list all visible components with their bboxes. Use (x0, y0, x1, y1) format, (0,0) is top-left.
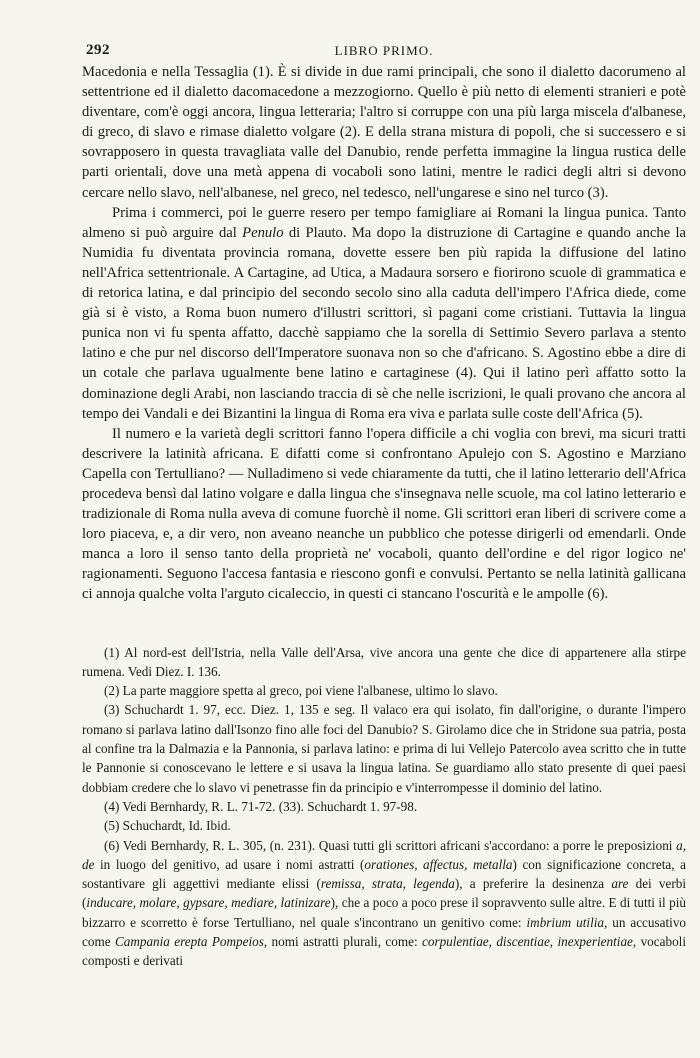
body-text (82, 62, 686, 605)
page-number: 292 (86, 42, 110, 58)
paragraph: Il numero e la varietà degli scrittori fanno l'opera difficile a chi voglia con brevi, ma sicuri tratti descrivere la latinità africana. E difatti come si confrontano Apulejo con S. Agostino e Marziano Capella con Tertulliano? — Nulladimeno si vede chiaramente da tutti, che il latino letterario dell'Africa procedeva bensì dal latino volgare e dalla lingua che s'insegnava nelle scuole, ma col latino letterario e tradizionale di Roma nulla aveva di comune fuorchè il nome. Gli scrittori eran liberi di scrivere come a loro piaceva, e, a dir vero, non aveano neanche un pubblico che potesse dirigerli od emendarli. Onde manca a loro il senso tanto della proprietà ne' vocaboli, quanto dell'ordine e del rigor logico ne' ragionamenti. Seguono l'accesa fantasia e riescono gonfi e convulsi. Pertanto se nella latinità gallicana ci annoja qualche volta l'arguto cicaleccio, in questi ci stancano l'oscurità e le ampolle (6). (82, 425, 686, 603)
footnote: (2) La parte maggiore spetta al greco, poi viene l'albanese, ultimo lo slavo. (104, 683, 498, 699)
running-head: LIBRO PRIMO. (334, 43, 434, 58)
footnote: (4) Vedi Bernhardy, R. L. 71-72. (33). Schuchardt 1. 97-98. (104, 798, 418, 814)
footnote: (3) Schuchardt 1. 97, ecc. Diez. 1, 135 e seg. Il valaco era qui isolato, fin dall'origine, o durante l'impero romano si parlava latino dall'Isonzo fino alle foci del Danubio? S. Girolamo dice che in Stridone sua patria, posta al confine tra la Dalmazia e la Pannonia, si parlava latino: e prima di lui Vellejo Patercolo avea scritto che in tutte le Pannonie si conoscevano le lettere e si usava la lingua latina. Se guardiamo allo stato presente di quei paesi dobbiam credere che lo slavo vi penetrasse fin da principio e v'interrompesse il dominio del latino. (82, 702, 686, 795)
footnotes (82, 643, 686, 971)
page-header (82, 40, 686, 62)
paragraph: Macedonia e nella Tessaglia (1). È si divide in due rami principali, che sono il dialetto dacorumeno al settentrione ed il dialetto dacomacedone a mezzogiorno. Quello è più netto di elementi stranieri e potè diventare, com'è oggi ancora, lingua letteraria; l'altro si corruppe con una più larga miscela d'albanese, di greco, di slavo e rimase dialetto volgare (2). E della strana mistura di popoli, che si successero e si sovrapposero in questa travagliata valle del Danubio, rende perfetta immagine la lingua rustica delle parti orientali, dove una metà appena di vocaboli sono latini, mentre le radici degli altri si devono cercare nello slavo, nell'albanese, nel greco, nel tedesco, nell'ungarese e sino nel turco (3). (82, 64, 686, 201)
paragraph: Prima i commerci, poi le guerre resero per tempo famigliare ai Romani la lingua punica. Tanto almeno si può arguire dal Penulo di Plauto. Ma dopo la distruzione di Cartagine e quando anche la Numidia fu diventata provincia romana, dovette essere ben più rapida la diffusione del latino nell'Africa settentrionale. A Cartagine, ad Utica, a Madaura sorsero e fiorirono scuole di grammatica e di retorica latina, e dal principio del secondo secolo sino alla caduta dell'impero l'Africa diede, come già si è visto, a Roma buon numero d'illustri scrittori, sì pagani come cristiani. Tuttavia la lingua punica non vi fu spenta affatto, dacchè sappiamo che la sorella di Settimio Severo parlava a stento latino e che pur nel discorso dell'Imperatore suonava non so che d'africano. S. Agostino ebbe a dire di un cotale che parlava ugualmente bene latino e cartaginese (4). Qui il latino perì affatto sotto la dominazione degli Arabi, non lasciando traccia di sè che nelle iscrizioni, le quali provano che ancora al tempo dei Vandali e dei Bizantini la lingua di Roma era viva e parlata sulle coste dell'Africa (5). (82, 204, 686, 422)
footnote: (6) Vedi Bernhardy, R. L. 305, (n. 231). Quasi tutti gli scrittori africani s'accordano: a porre le preposizioni a, de in luogo del genitivo, ad usare i nomi astratti (orationes, affectus, metalla) con significazione concreta, a sostantivare gli aggettivi mediante elissi (remissa, strata, legenda), a preferire la desinenza are dei verbi (inducare, molare, gypsare, mediare, latinizare), che a poco a poco prese il sopravvento sulle altre. E di tutti il più bizzarro e scorretto è forse Tertulliano, nel quale s'incontrano un genitivo come: imbrium utilia, un accusativo come Campania erepta Pompeios, nomi astratti plurali, come: corpulentiae, discentiae, inexperientiae, vocaboli composti e derivati (82, 837, 687, 969)
footnote: (5) Schuchardt, Id. Ibid. (104, 818, 231, 834)
footnote: (1) Al nord-est dell'Istria, nella Valle dell'Arsa, vive ancora una gente che dice di appartenere alla stirpe rumena. Vedi Diez. I. 136. (82, 644, 686, 679)
